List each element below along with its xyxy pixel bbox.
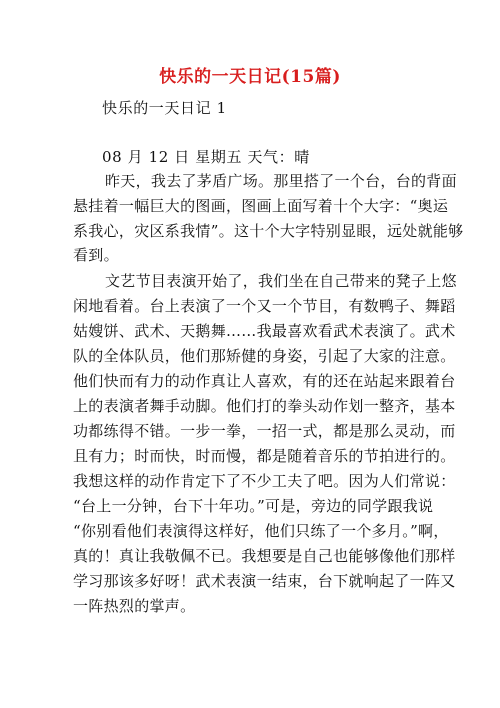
page-title: 快乐的一天日记(15篇) <box>159 67 341 87</box>
paragraph-line: “你别看他们表演得这样好，他们只练了一个多月。”啊， <box>73 522 449 540</box>
paragraph-line: 文艺节目表演开始了，我们坐在自己带来的凳子上悠 <box>105 272 457 290</box>
paragraph-line: 队的全体队员，他们那矫健的身姿，引起了大家的注意。 <box>73 347 456 365</box>
paragraph-line: 真的！真让我敬佩不已。我想要是自己也能够像他们那样 <box>73 547 456 565</box>
paragraph-line: 功都练得不错。一步一拳，一招一式，都是那么灵动，而 <box>73 422 456 440</box>
paragraph-line: 闲地看着。台上表演了一个又一个节目，有数鸭子、舞蹈 <box>73 297 456 315</box>
paragraph-line: 一阵热烈的掌声。 <box>73 597 196 615</box>
paragraph-line: 上的表演者舞手动脚。他们打的拳头动作划一整齐，基本 <box>73 397 456 415</box>
paragraph-line: 我想这样的动作肯定下了不少工夫了吧。因为人们常说： <box>73 472 456 490</box>
paragraph-line: 姑嫂饼、武术、天鹅舞……我最喜欢看武术表演了。武术 <box>73 322 456 340</box>
paragraph-line: 昨天，我去了茅盾广场。那里搭了一个台，台的背面 <box>105 172 457 190</box>
paragraph-line: 学习那该多好呀！武术表演一结束，台下就响起了一阵又 <box>73 572 456 590</box>
paragraph-line: 悬挂着一幅巨大的图画，图画上面写着十个大字：“奥运 <box>73 197 449 215</box>
paragraph-line: 系我心，灾区系我情”。这十个大字特别显眼，远处就能够 <box>73 222 464 240</box>
diary-subtitle: 快乐的一天日记 1 <box>102 99 227 117</box>
paragraph-line: 他们快而有力的动作真让人喜欢，有的还在站起来跟着台 <box>73 372 456 390</box>
date-line: 08 月 12 日 星期五 天气：晴 <box>102 148 310 166</box>
paragraph-line: “台上一分钟，台下十年功。”可是，旁边的同学跟我说 <box>73 497 434 515</box>
paragraph-line: 看到。 <box>73 246 119 264</box>
paragraph-line: 且有力；时而快，时而慢，都是随着音乐的节拍进行的。 <box>73 447 456 465</box>
